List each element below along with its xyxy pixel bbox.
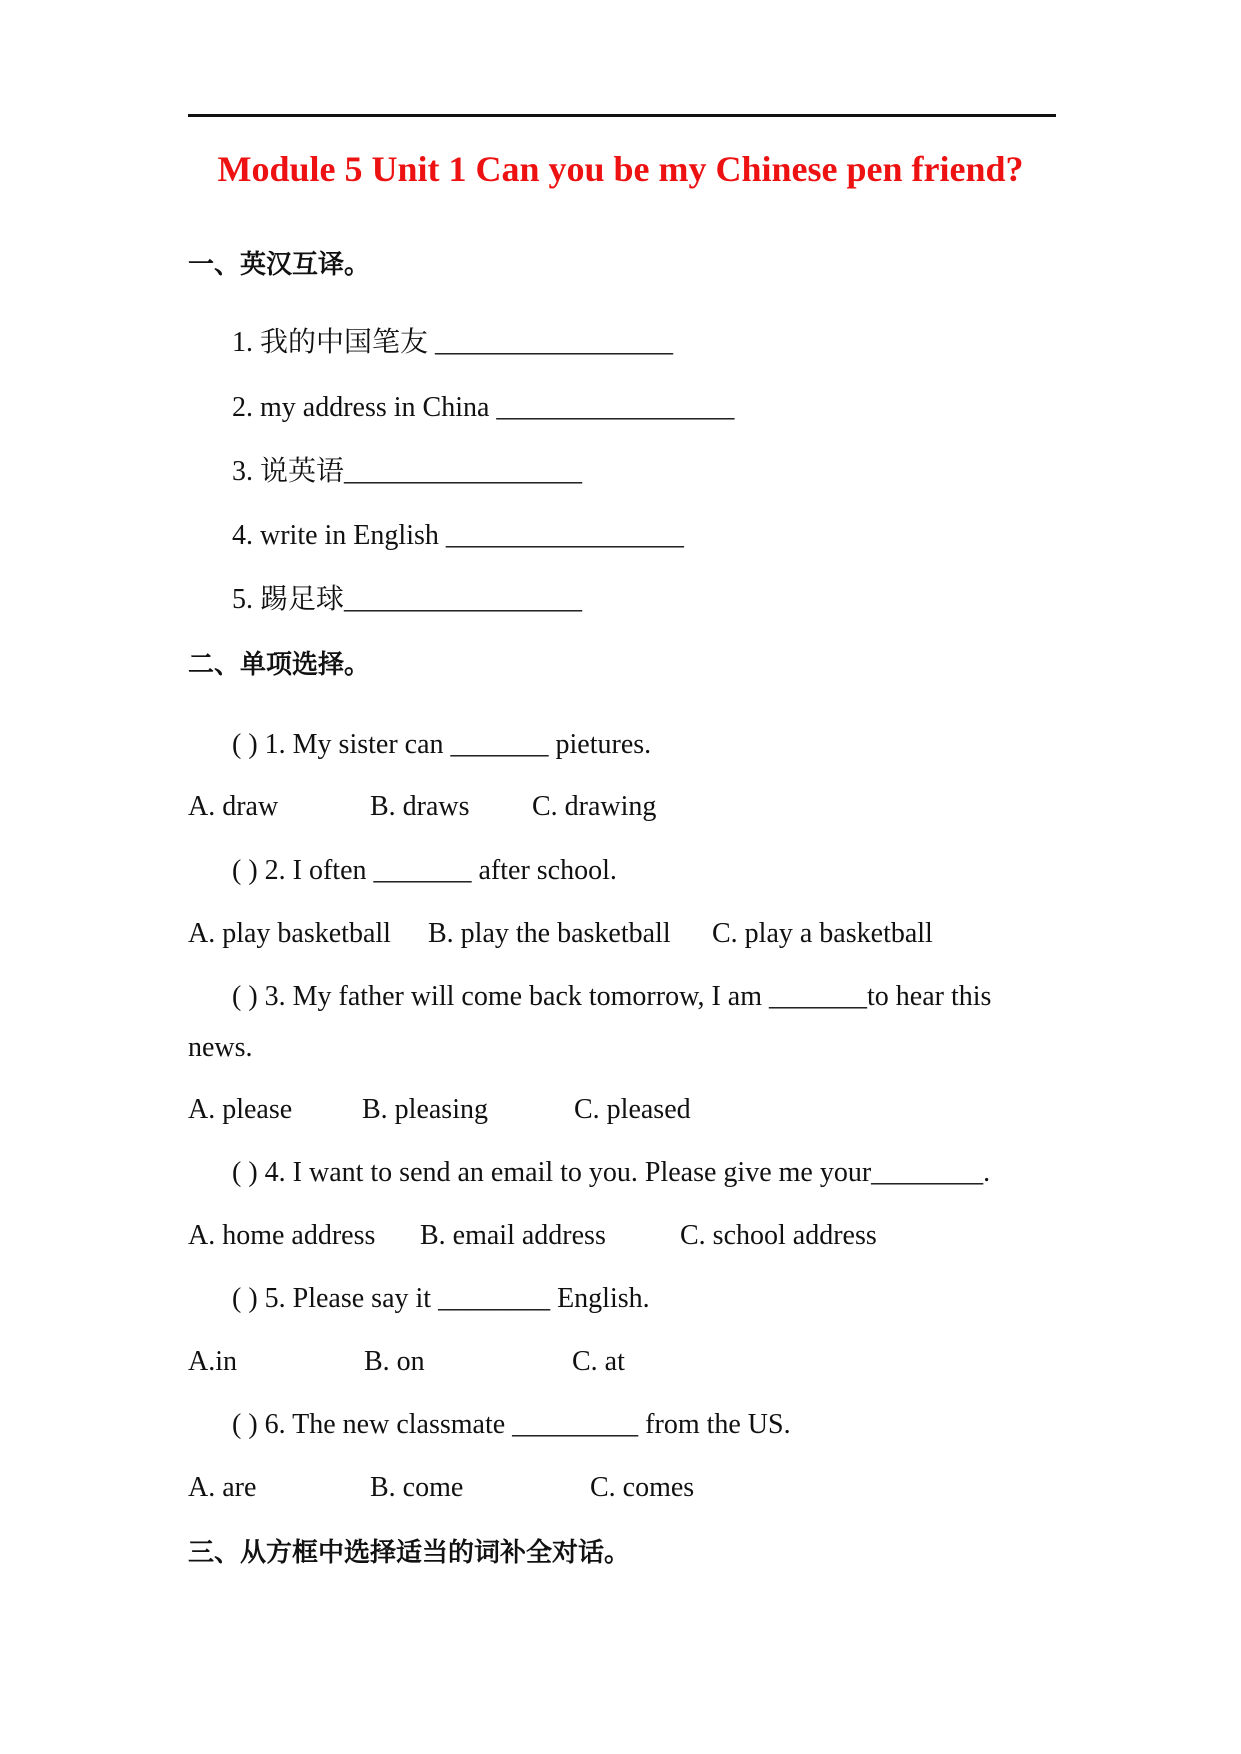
question-5-stem: ( ) 5. Please say it ________ English. bbox=[232, 1283, 650, 1314]
section-2-heading: 二、单项选择。 bbox=[188, 650, 371, 680]
option-a: A.in bbox=[188, 1346, 237, 1377]
section-1-heading: 一、英汉互译。 bbox=[188, 250, 371, 280]
option-a: A. draw bbox=[188, 791, 279, 822]
option-c: C. comes bbox=[590, 1472, 695, 1503]
page-title: Module 5 Unit 1 Can you be my Chinese pen friend? bbox=[217, 149, 1024, 189]
option-b: B. on bbox=[364, 1346, 425, 1377]
question-3-stem: ( ) 3. My father will come back tomorrow, I am _______to hear this bbox=[232, 981, 992, 1012]
option-b: B. email address bbox=[420, 1220, 606, 1251]
question-3-stem-continued: news. bbox=[188, 1032, 253, 1063]
header-rule bbox=[188, 114, 1056, 117]
translation-item-4: 4. write in English _________________ bbox=[232, 520, 684, 551]
question-2-stem: ( ) 2. I often _______ after school. bbox=[232, 855, 617, 886]
option-c: C. play a basketball bbox=[712, 918, 933, 949]
option-b: B. draws bbox=[370, 791, 470, 822]
option-a: A. play basketball bbox=[188, 918, 391, 949]
question-4-stem: ( ) 4. I want to send an email to you. Please give me your________. bbox=[232, 1157, 991, 1188]
option-b: B. pleasing bbox=[362, 1094, 488, 1125]
option-c: C. drawing bbox=[532, 791, 657, 822]
translation-item-2: 2. my address in China _________________ bbox=[232, 392, 735, 423]
option-b: B. play the basketball bbox=[428, 918, 671, 949]
translation-item-1: 1. 我的中国笔友 _________________ bbox=[232, 327, 674, 358]
option-b: B. come bbox=[370, 1472, 464, 1503]
question-1-stem: ( ) 1. My sister can _______ pietures. bbox=[232, 729, 652, 760]
question-6-stem: ( ) 6. The new classmate _________ from the US. bbox=[232, 1409, 791, 1440]
option-a: A. please bbox=[188, 1094, 293, 1125]
option-c: C. school address bbox=[680, 1220, 877, 1251]
option-a: A. home address bbox=[188, 1220, 376, 1251]
translation-item-3: 3. 说英语_________________ bbox=[232, 456, 583, 487]
translation-item-5: 5. 踢足球_________________ bbox=[232, 584, 583, 615]
option-a: A. are bbox=[188, 1472, 257, 1503]
section-3-heading: 三、从方框中选择适当的词补全对话。 bbox=[188, 1538, 631, 1568]
option-c: C. at bbox=[572, 1346, 625, 1377]
option-c: C. pleased bbox=[574, 1094, 691, 1125]
